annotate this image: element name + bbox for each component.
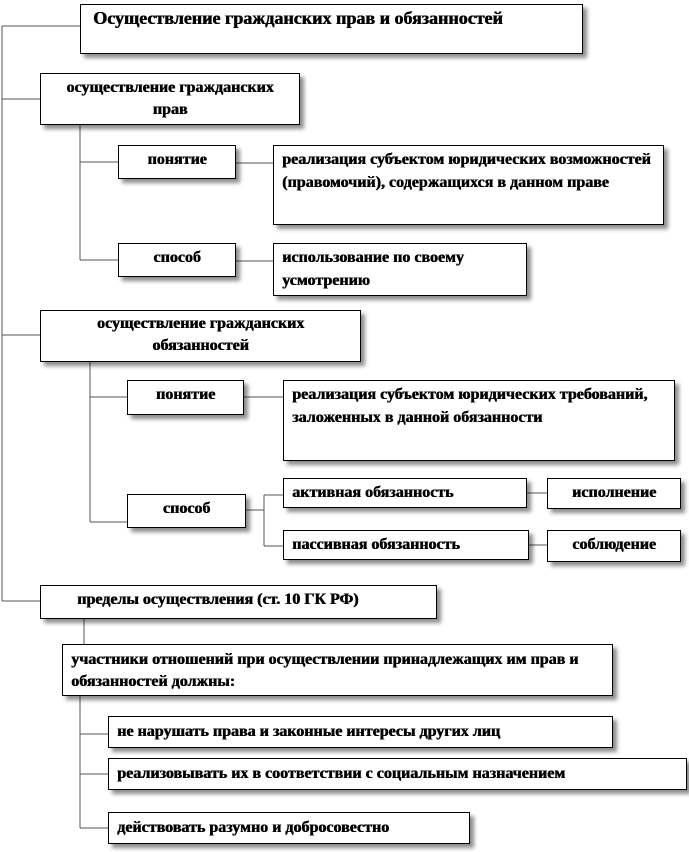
limits-heading: пределы осуществления (ст. 10 ГК РФ) xyxy=(77,591,359,608)
active-duty-box xyxy=(283,478,527,508)
limit-item-box xyxy=(108,812,470,844)
passive-duty-label: пассивная обязанность xyxy=(292,536,460,553)
active-duty-result-box xyxy=(547,478,681,509)
limit-item-box xyxy=(108,716,613,748)
diagram-title-text: Осуществление гражданских прав и обязанностей xyxy=(93,8,503,28)
limit-item-text: не нарушать права и законные интересы других лиц xyxy=(117,723,500,740)
diagram-title xyxy=(80,4,583,54)
duties-method-box xyxy=(127,494,246,528)
duties-heading-box xyxy=(40,310,361,362)
duties-concept-definition: реализация субъектом юридических требований, заложенных в данной обязанности xyxy=(292,386,648,426)
rights-concept-definition-box xyxy=(273,145,664,225)
passive-duty-box xyxy=(283,530,529,560)
participants-text: участники отношений при осуществлении принадлежащих им прав и обязанностей должны: xyxy=(71,651,579,690)
rights-method-definition: использование по своему усмотрению xyxy=(282,249,464,289)
active-duty-label: активная обязанность xyxy=(292,484,454,501)
duties-method-label: способ xyxy=(162,500,211,517)
duties-heading: осуществление гражданских обязанностей xyxy=(96,315,305,354)
active-duty-result: исполнение xyxy=(571,484,657,501)
duties-concept-definition-box xyxy=(283,380,675,461)
duties-concept-label: понятие xyxy=(155,386,216,403)
rights-method-box xyxy=(118,243,236,277)
rights-concept-box xyxy=(118,145,236,179)
limit-item-box xyxy=(108,758,687,790)
rights-method-definition-box xyxy=(273,243,527,296)
passive-duty-result: соблюдение xyxy=(572,536,656,553)
limits-heading-box xyxy=(40,585,437,619)
rights-concept-label: понятие xyxy=(147,151,207,168)
rights-method-label: способ xyxy=(153,249,201,266)
passive-duty-result-box xyxy=(547,530,681,562)
limit-item-text: реализовывать их в соответствии с социальным назначением xyxy=(117,765,566,782)
participants-box xyxy=(62,644,613,696)
rights-heading-box xyxy=(40,73,300,125)
limit-item-text: действовать разумно и добросовестно xyxy=(117,819,389,836)
rights-concept-definition: реализация субъектом юридических возможностей (правомочий), содержащихся в данном праве xyxy=(282,151,651,191)
duties-concept-box xyxy=(127,380,244,415)
rights-heading: осуществление гражданских прав xyxy=(66,79,274,118)
